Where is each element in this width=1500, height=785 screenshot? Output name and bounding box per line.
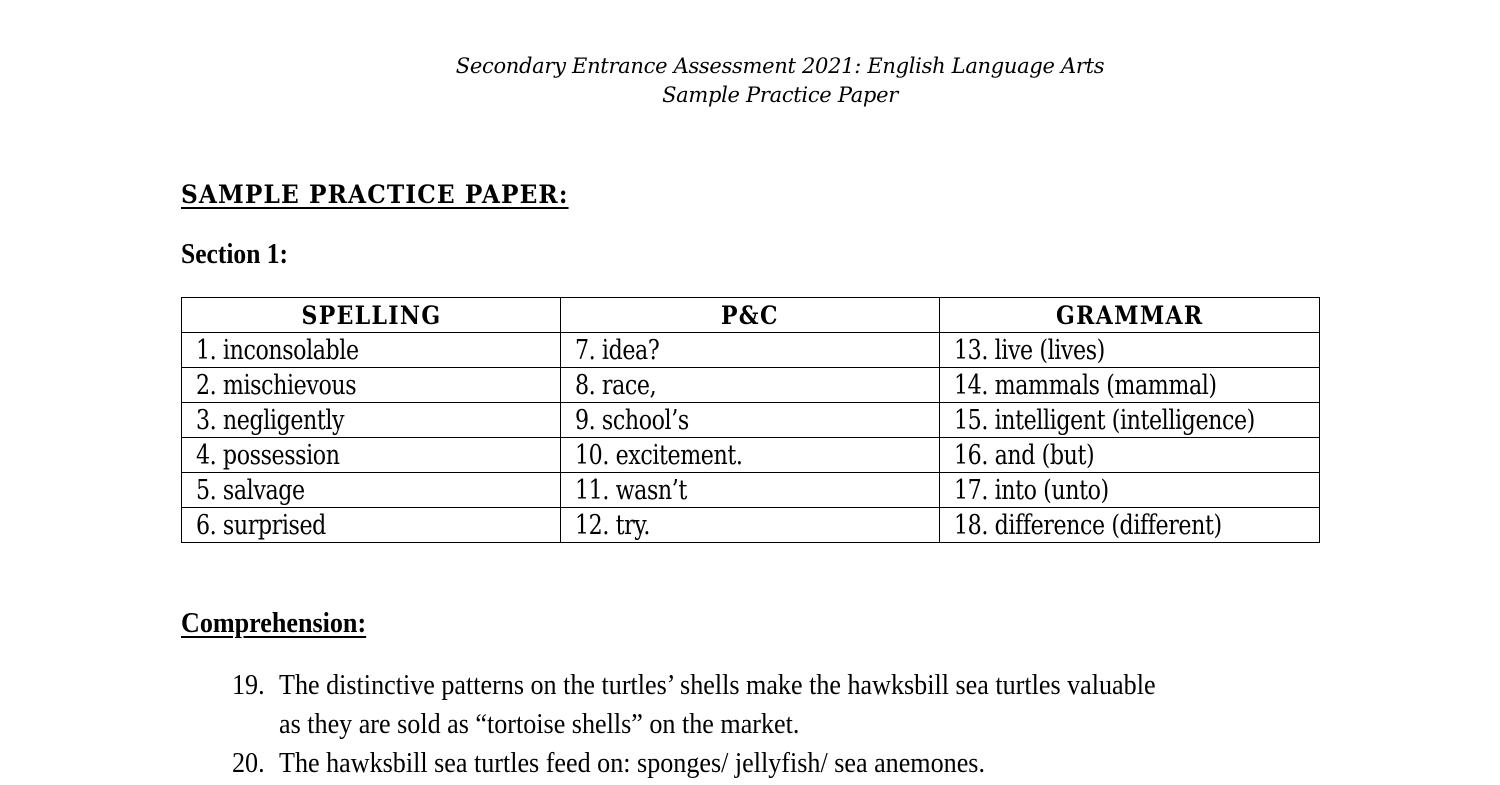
table-cell: 2. mischievous <box>182 368 561 403</box>
table-row <box>182 333 1320 368</box>
table-cell: 8. race, <box>561 368 940 403</box>
document-header <box>0 52 1500 110</box>
table-row <box>182 473 1320 508</box>
table-cell: 13. live (lives) <box>940 333 1320 368</box>
table-row <box>182 368 1320 403</box>
table-row <box>182 403 1320 438</box>
table-row <box>182 508 1320 543</box>
table-cell: 15. intelligent (intelligence) <box>940 403 1320 438</box>
table-cell: 17. into (unto) <box>940 473 1320 508</box>
table-cell: 9. school’s <box>561 403 940 438</box>
table-cell: 16. and (but) <box>940 438 1320 473</box>
comprehension-item-19 <box>232 666 1332 744</box>
item-text-line-1: The distinctive patterns on the turtles’ shells make the hawksbill sea turtles valuable <box>279 669 1156 701</box>
item-number: 20. <box>232 747 265 779</box>
answer-table <box>181 297 1320 543</box>
comprehension-answers <box>232 666 1332 783</box>
item-text-line-2: as they are sold as “tortoise shells” on the market. <box>279 708 800 740</box>
section-title: Section 1: <box>181 238 289 270</box>
table-cell: 3. negligently <box>182 403 561 438</box>
table-cell: 14. mammals (mammal) <box>940 368 1320 403</box>
header-line-2: Sample Practice Paper <box>662 83 898 107</box>
table-cell: 7. idea? <box>561 333 940 368</box>
table-cell: 4. possession <box>182 438 561 473</box>
header-line-1: Secondary Entrance Assessment 2021: English Language Arts <box>455 54 1105 78</box>
comprehension-item-20 <box>232 744 1332 783</box>
table-cell: 18. difference (different) <box>940 508 1320 543</box>
paper-title: SAMPLE PRACTICE PAPER: <box>181 180 569 209</box>
table-cell: 11. wasn’t <box>561 473 940 508</box>
table-cell: 10. excitement. <box>561 438 940 473</box>
comprehension-title: Comprehension: <box>181 607 367 639</box>
column-header-spelling: SPELLING <box>182 298 561 333</box>
column-header-pc: P&C <box>561 298 940 333</box>
table-cell: 6. surprised <box>182 508 561 543</box>
table-row <box>182 438 1320 473</box>
item-text-line-1: The hawksbill sea turtles feed on: sponges/ jellyfish/ sea anemones. <box>279 747 985 779</box>
item-number: 19. <box>232 669 265 701</box>
table-cell: 5. salvage <box>182 473 561 508</box>
table-header-row <box>182 298 1320 333</box>
table-cell: 1. inconsolable <box>182 333 561 368</box>
table-cell: 12. try. <box>561 508 940 543</box>
column-header-grammar: GRAMMAR <box>940 298 1320 333</box>
